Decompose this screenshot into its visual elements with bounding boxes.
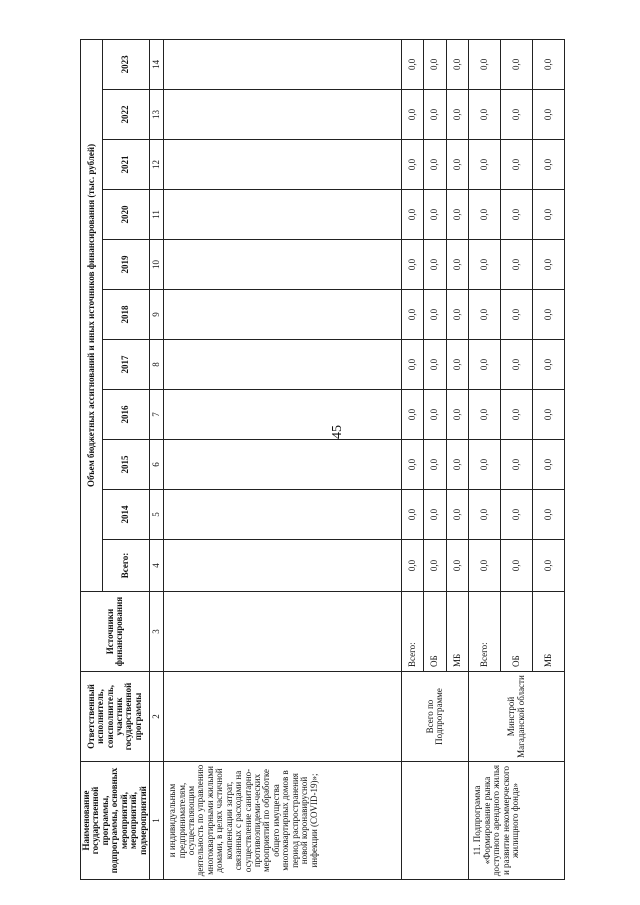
col-number: 4 — [150, 540, 164, 592]
col-number: 3 — [150, 592, 164, 672]
table-row: 11. Подпрограмма «Формирование рынка доступного арендного жилья и развитие некоммерческого жилищного фонда» Минстрой Магаданской области Всего: 0,0 0,0 0,0 0,0 0,0 0,0 0,0 0,0 0,0 0,0 0,0 — [469, 39, 501, 879]
header-name: Наименование государственной программы, подпрограммы, основных мероприятий, мероприятий, подмероприятий — [81, 762, 150, 880]
continuation-text: и индивидуальным предпринимателям, осуществляющим деятельность по управлению многоквартирными жилыми домами, в целях частичной компенсации затрат, связанных с расходами на осуществление санитарно-противоэпидеми-ческих мероприятий по обработке общего имущества многоквартирных домов в период распространения новой коронавирусной инфекции (COVID-19)»; — [164, 762, 402, 880]
header-year: 2015 — [102, 440, 149, 490]
col-number: 6 — [150, 440, 164, 490]
col-number: 1 — [150, 762, 164, 880]
header-year: 2022 — [102, 90, 149, 140]
column-number-row — [150, 39, 164, 879]
col-number: 5 — [150, 490, 164, 540]
rotated-table-wrapper — [80, 40, 560, 880]
subtotal-label: Всего по Подпрограмме — [402, 672, 469, 762]
header-year: 2023 — [102, 39, 149, 89]
continuation-row — [164, 39, 402, 879]
col-number: 13 — [150, 90, 164, 140]
col-number: 7 — [150, 390, 164, 440]
col-number: 10 — [150, 240, 164, 290]
header-year: 2016 — [102, 390, 149, 440]
col-number: 14 — [150, 39, 164, 89]
subprogram-executor: Минстрой Магаданской области — [469, 672, 565, 762]
table-row: ОБ 0,0 0,0 0,0 0,0 0,0 0,0 0,0 0,0 0,0 0,0 0,0 — [501, 39, 533, 879]
table-row: Всего по Подпрограмме Всего: 0,0 0,0 0,0 0,0 0,0 0,0 0,0 0,0 0,0 0,0 0,0 — [402, 39, 424, 879]
header-year: 2017 — [102, 340, 149, 390]
table-row: МБ 0,0 0,0 0,0 0,0 0,0 0,0 0,0 0,0 0,0 0,0 0,0 — [446, 39, 468, 879]
col-number: 8 — [150, 340, 164, 390]
header-financing-group: Объем бюджетных ассигнований и иных источников финансирования (тыс. рублей) — [81, 39, 103, 591]
table-row: МБ 0,0 0,0 0,0 0,0 0,0 0,0 0,0 0,0 0,0 0,0 0,0 — [533, 39, 565, 879]
header-year: 2020 — [102, 190, 149, 240]
col-number: 9 — [150, 290, 164, 340]
page-number: 45 — [330, 425, 345, 439]
header-year: 2018 — [102, 290, 149, 340]
col-number: 11 — [150, 190, 164, 240]
subprogram-name: 11. Подпрограмма «Формирование рынка доступного арендного жилья и развитие некоммерческого жилищного фонда» — [469, 762, 565, 880]
header-total: Всего: — [102, 540, 149, 592]
header-source: Источники финансирования — [81, 592, 150, 672]
header-executor: Ответственный исполнитель, соисполнитель, участник государственной программы — [81, 672, 150, 762]
header-year: 2019 — [102, 240, 149, 290]
col-number: 12 — [150, 140, 164, 190]
header-year: 2021 — [102, 140, 149, 190]
header-year: 2014 — [102, 490, 149, 540]
col-number: 2 — [150, 672, 164, 762]
financing-table — [80, 39, 565, 880]
table-row: ОБ 0,0 0,0 0,0 0,0 0,0 0,0 0,0 0,0 0,0 0,0 0,0 — [424, 39, 446, 879]
